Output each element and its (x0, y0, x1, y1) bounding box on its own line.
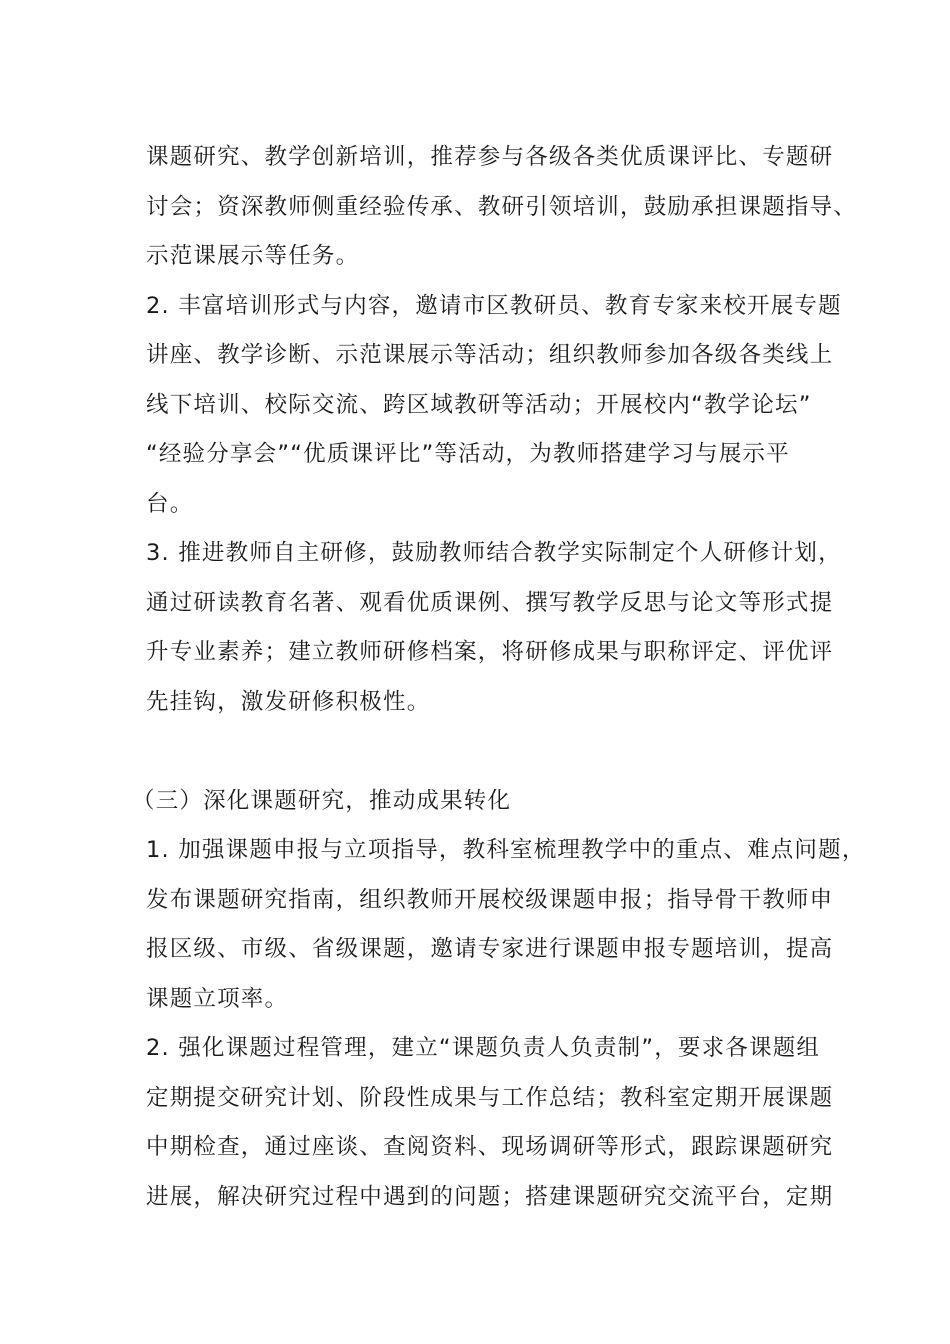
section-heading-text: （三）深化课题研究，推动成果转化 (132, 787, 512, 814)
text-line: 台。 (146, 490, 194, 517)
paragraph-item-2-process-management (146, 1024, 834, 1222)
text-line: 发布课题研究指南，组织教师开展校级课题申报；指导骨干教师申 (146, 886, 834, 913)
text-line: 报区级、市级、省级课题，邀请专家进行课题申报专题培训，提高 (146, 936, 834, 962)
text-line: 2. 强化课题过程管理，建立“课题负责人负责制”，要求各课题组 (146, 1035, 821, 1061)
paragraph-item-2-training-forms (146, 282, 842, 530)
text-line: 线下培训、校际交流、跨区域教研等活动；开展校内“教学论坛” (146, 391, 812, 418)
text-line: “经验分享会”“优质课评比”等活动，为教师搭建学习与展示平 (146, 441, 790, 467)
text-line: 课题研究、教学创新培训，推荐参与各级各类优质课评比、专题研 (146, 144, 834, 170)
text-line: 讨会；资深教师侧重经验传承、教研引领培训，鼓励承担课题指导、 (146, 193, 858, 220)
text-line: 课题立项率。 (146, 985, 289, 1012)
section-heading (132, 777, 810, 827)
text-line: 通过研读教育名著、观看优质课例、撰写教学反思与论文等形式提 (146, 589, 834, 616)
text-line: 2. 丰富培训形式与内容，邀请市区教研员、教育专家来校开展专题 (146, 292, 842, 319)
text-line: 进展，解决研究过程中遇到的问题；搭建课题研究交流平台，定期 (146, 1183, 834, 1210)
text-line: 讲座、教学诊断、示范课展示等活动；组织教师参加各级各类线上 (146, 342, 834, 368)
text-line: 定期提交研究计划、阶段性成果与工作总结；教科室定期开展课题 (146, 1084, 834, 1111)
blank-line (146, 727, 810, 777)
text-line: 升专业素养；建立教师研修档案，将研修成果与职称评定、评优评 (146, 639, 834, 665)
paragraph-item-3-self-study (146, 529, 842, 727)
text-line: 1. 加强课题申报与立项指导，教科室梳理教学中的重点、难点问题， (146, 837, 866, 863)
text-line: 示范课展示等任务。 (146, 243, 360, 269)
text-line: 3. 推进教师自主研修，鼓励教师结合教学实际制定个人研修计划， (146, 540, 842, 566)
text-line: 中期检查，通过座谈、查阅资料、现场调研等形式，跟踪课题研究 (146, 1134, 834, 1160)
paragraph-item-1-topic-application (146, 826, 866, 1024)
paragraph-training-tiers (146, 133, 858, 282)
text-line: 先挂钩，激发研修积极性。 (146, 688, 431, 715)
document-body (132, 133, 866, 1222)
